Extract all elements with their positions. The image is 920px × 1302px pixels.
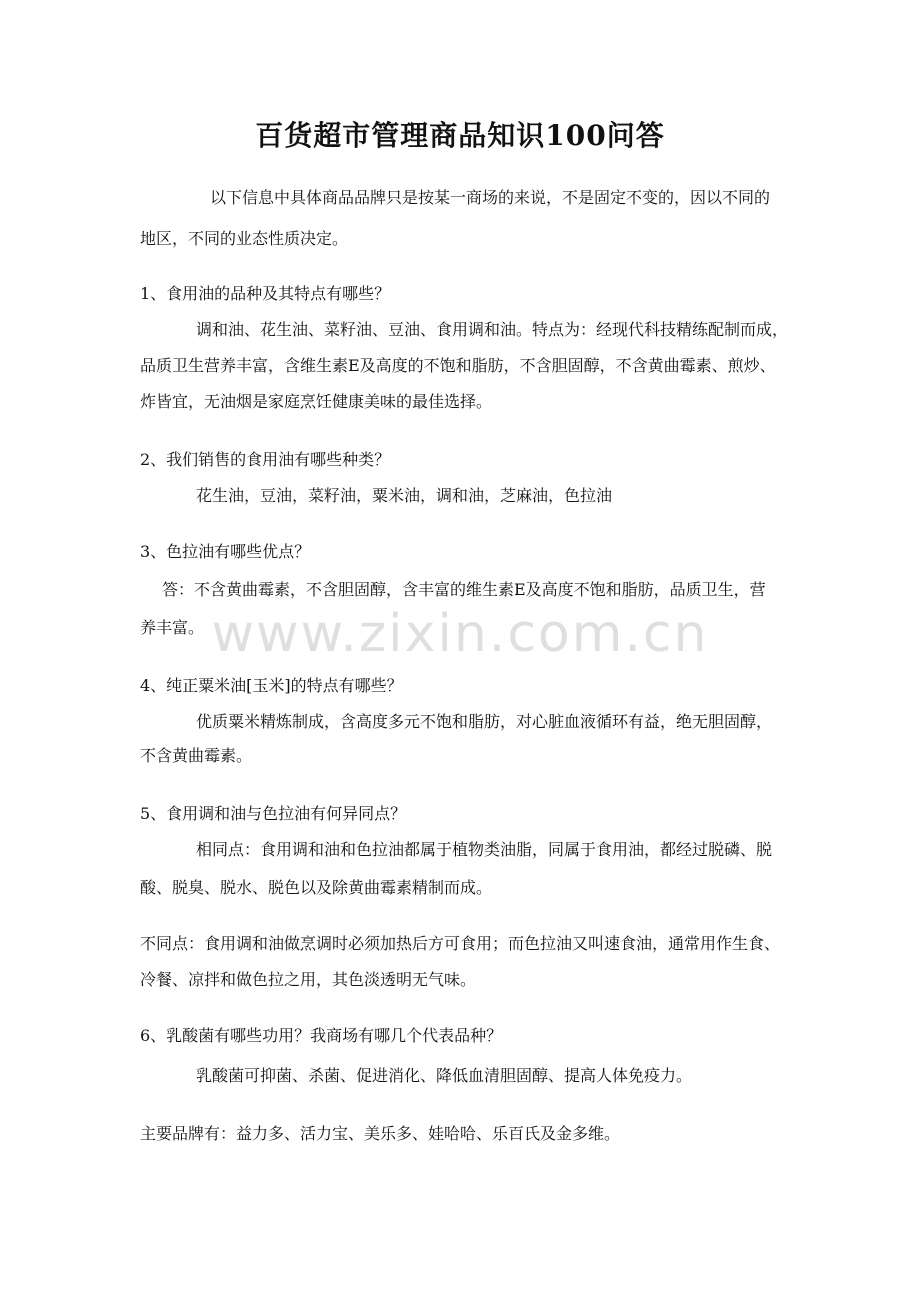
intro-line-2: 地区，不同的业态性质决定。 [140,229,349,248]
question-2: 2、我们销售的食用油有哪些种类？ [140,450,391,469]
question-4: 4、纯正粟米油[玉米]的特点有哪些？ [140,676,403,695]
answer-1-line-1: 调和油、花生油、菜籽油、豆油、食用调和油。特点为：经现代科技精练配制而成， [196,320,789,339]
watermark: www.zixin.com.cn [211,604,709,664]
answer-5-line-2: 酸、脱臭、脱水、脱色以及除黄曲霉素精制而成。 [140,878,493,897]
answer-3-line-1: 答：不含黄曲霉素，不含胆固醇，含丰富的维生素E及高度不饱和脂肪，品质卫生，营 [162,580,766,599]
question-5: 5、食用调和油与色拉油有何异同点？ [140,804,407,823]
answer-2-line-1: 花生油，豆油，菜籽油，粟米油，调和油，芝麻油，色拉油 [196,486,613,505]
question-6: 6、乳酸菌有哪些功用？我商场有哪几个代表品种？ [140,1026,503,1045]
answer-4-line-1: 优质粟米精炼制成，含高度多元不饱和脂肪，对心脏血液循环有益，绝无胆固醇， [196,712,773,731]
answer-3-line-2: 养丰富。 [140,618,205,637]
difference-5-line-1: 不同点：食用调和油做烹调时必须加热后方可食用；而色拉油又叫速食油，通常用作生食、 [140,934,781,953]
answer-6-line-1: 乳酸菌可抑菌、杀菌、促进消化、降低血清胆固醇、提高人体免疫力。 [196,1066,693,1085]
difference-5-line-2: 冷餐、凉拌和做色拉之用，其色淡透明无气味。 [140,970,477,989]
answer-4-line-2: 不含黄曲霉素。 [140,746,253,765]
page-title: 百货超市管理商品知识100问答 [255,119,665,152]
brands-6: 主要品牌有：益力多、活力宝、美乐多、娃哈哈、乐百氏及金多维。 [140,1124,621,1143]
answer-1-line-2: 品质卫生营养丰富，含维生素E及高度的不饱和脂肪，不含胆固醇，不含黄曲霉素、煎炒、 [140,356,776,375]
answer-1-line-3: 炸皆宜，无油烟是家庭烹饪健康美味的最佳选择。 [140,392,493,411]
question-1: 1、食用油的品种及其特点有哪些？ [140,284,391,303]
answer-5-line-1: 相同点：食用调和油和色拉油都属于植物类油脂，同属于食用油，都经过脱磷、脱 [196,840,773,859]
question-3: 3、色拉油有哪些优点？ [140,542,311,561]
intro-line-1: 以下信息中具体商品品牌只是按某一商场的来说，不是固定不变的，因以不同的 [210,188,771,207]
